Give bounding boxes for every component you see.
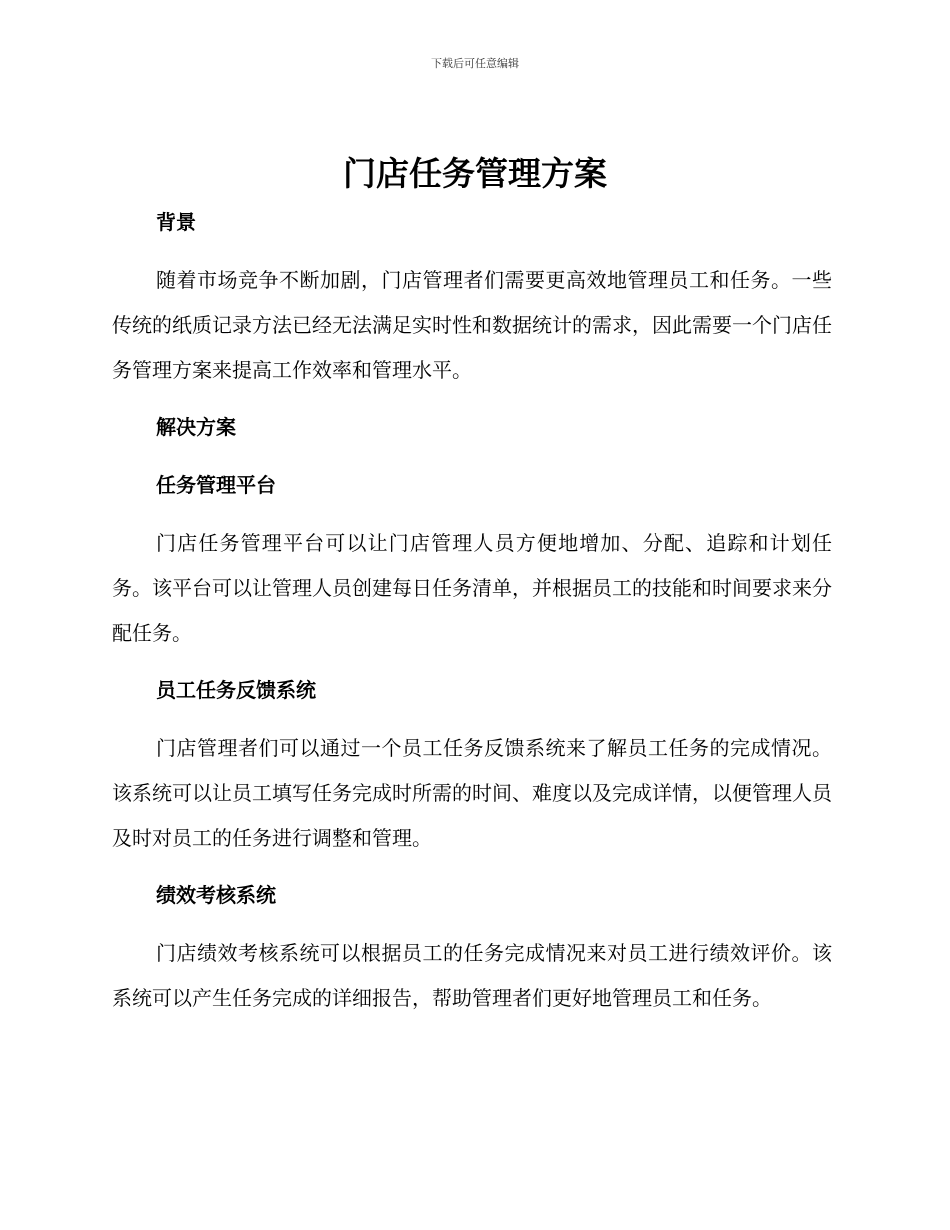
page-title: 门店任务管理方案 <box>343 154 607 193</box>
page-header-note: 下载后可任意编辑 <box>431 57 519 70</box>
section-heading-performance-system: 绩效考核系统 <box>156 883 276 907</box>
paragraph-task-platform: 门店任务管理平台可以让门店管理人员方便地增加、分配、追踪和计划任务。该平台可以让管理人员创建每日任务清单，并根据员工的技能和时间要求来分配任务。 <box>112 531 832 645</box>
section-heading-background: 背景 <box>156 210 196 234</box>
document-body <box>112 200 832 1021</box>
section-heading-feedback-system: 员工任务反馈系统 <box>156 678 316 702</box>
paragraph-feedback-system: 门店管理者们可以通过一个员工任务反馈系统来了解员工任务的完成情况。该系统可以让员工填写任务完成时所需的时间、难度以及完成详情，以便管理人员及时对员工的任务进行调整和管理。 <box>112 736 832 850</box>
paragraph-background: 随着市场竞争不断加剧，门店管理者们需要更高效地管理员工和任务。一些传统的纸质记录方法已经无法满足实时性和数据统计的需求，因此需要一个门店任务管理方案来提高工作效率和管理水平。 <box>112 268 832 382</box>
paragraph-performance-system: 门店绩效考核系统可以根据员工的任务完成情况来对员工进行绩效评价。该系统可以产生任务完成的详细报告，帮助管理者们更好地管理员工和任务。 <box>112 941 832 1010</box>
section-heading-task-platform: 任务管理平台 <box>156 473 276 497</box>
section-heading-solution: 解决方案 <box>156 415 236 439</box>
